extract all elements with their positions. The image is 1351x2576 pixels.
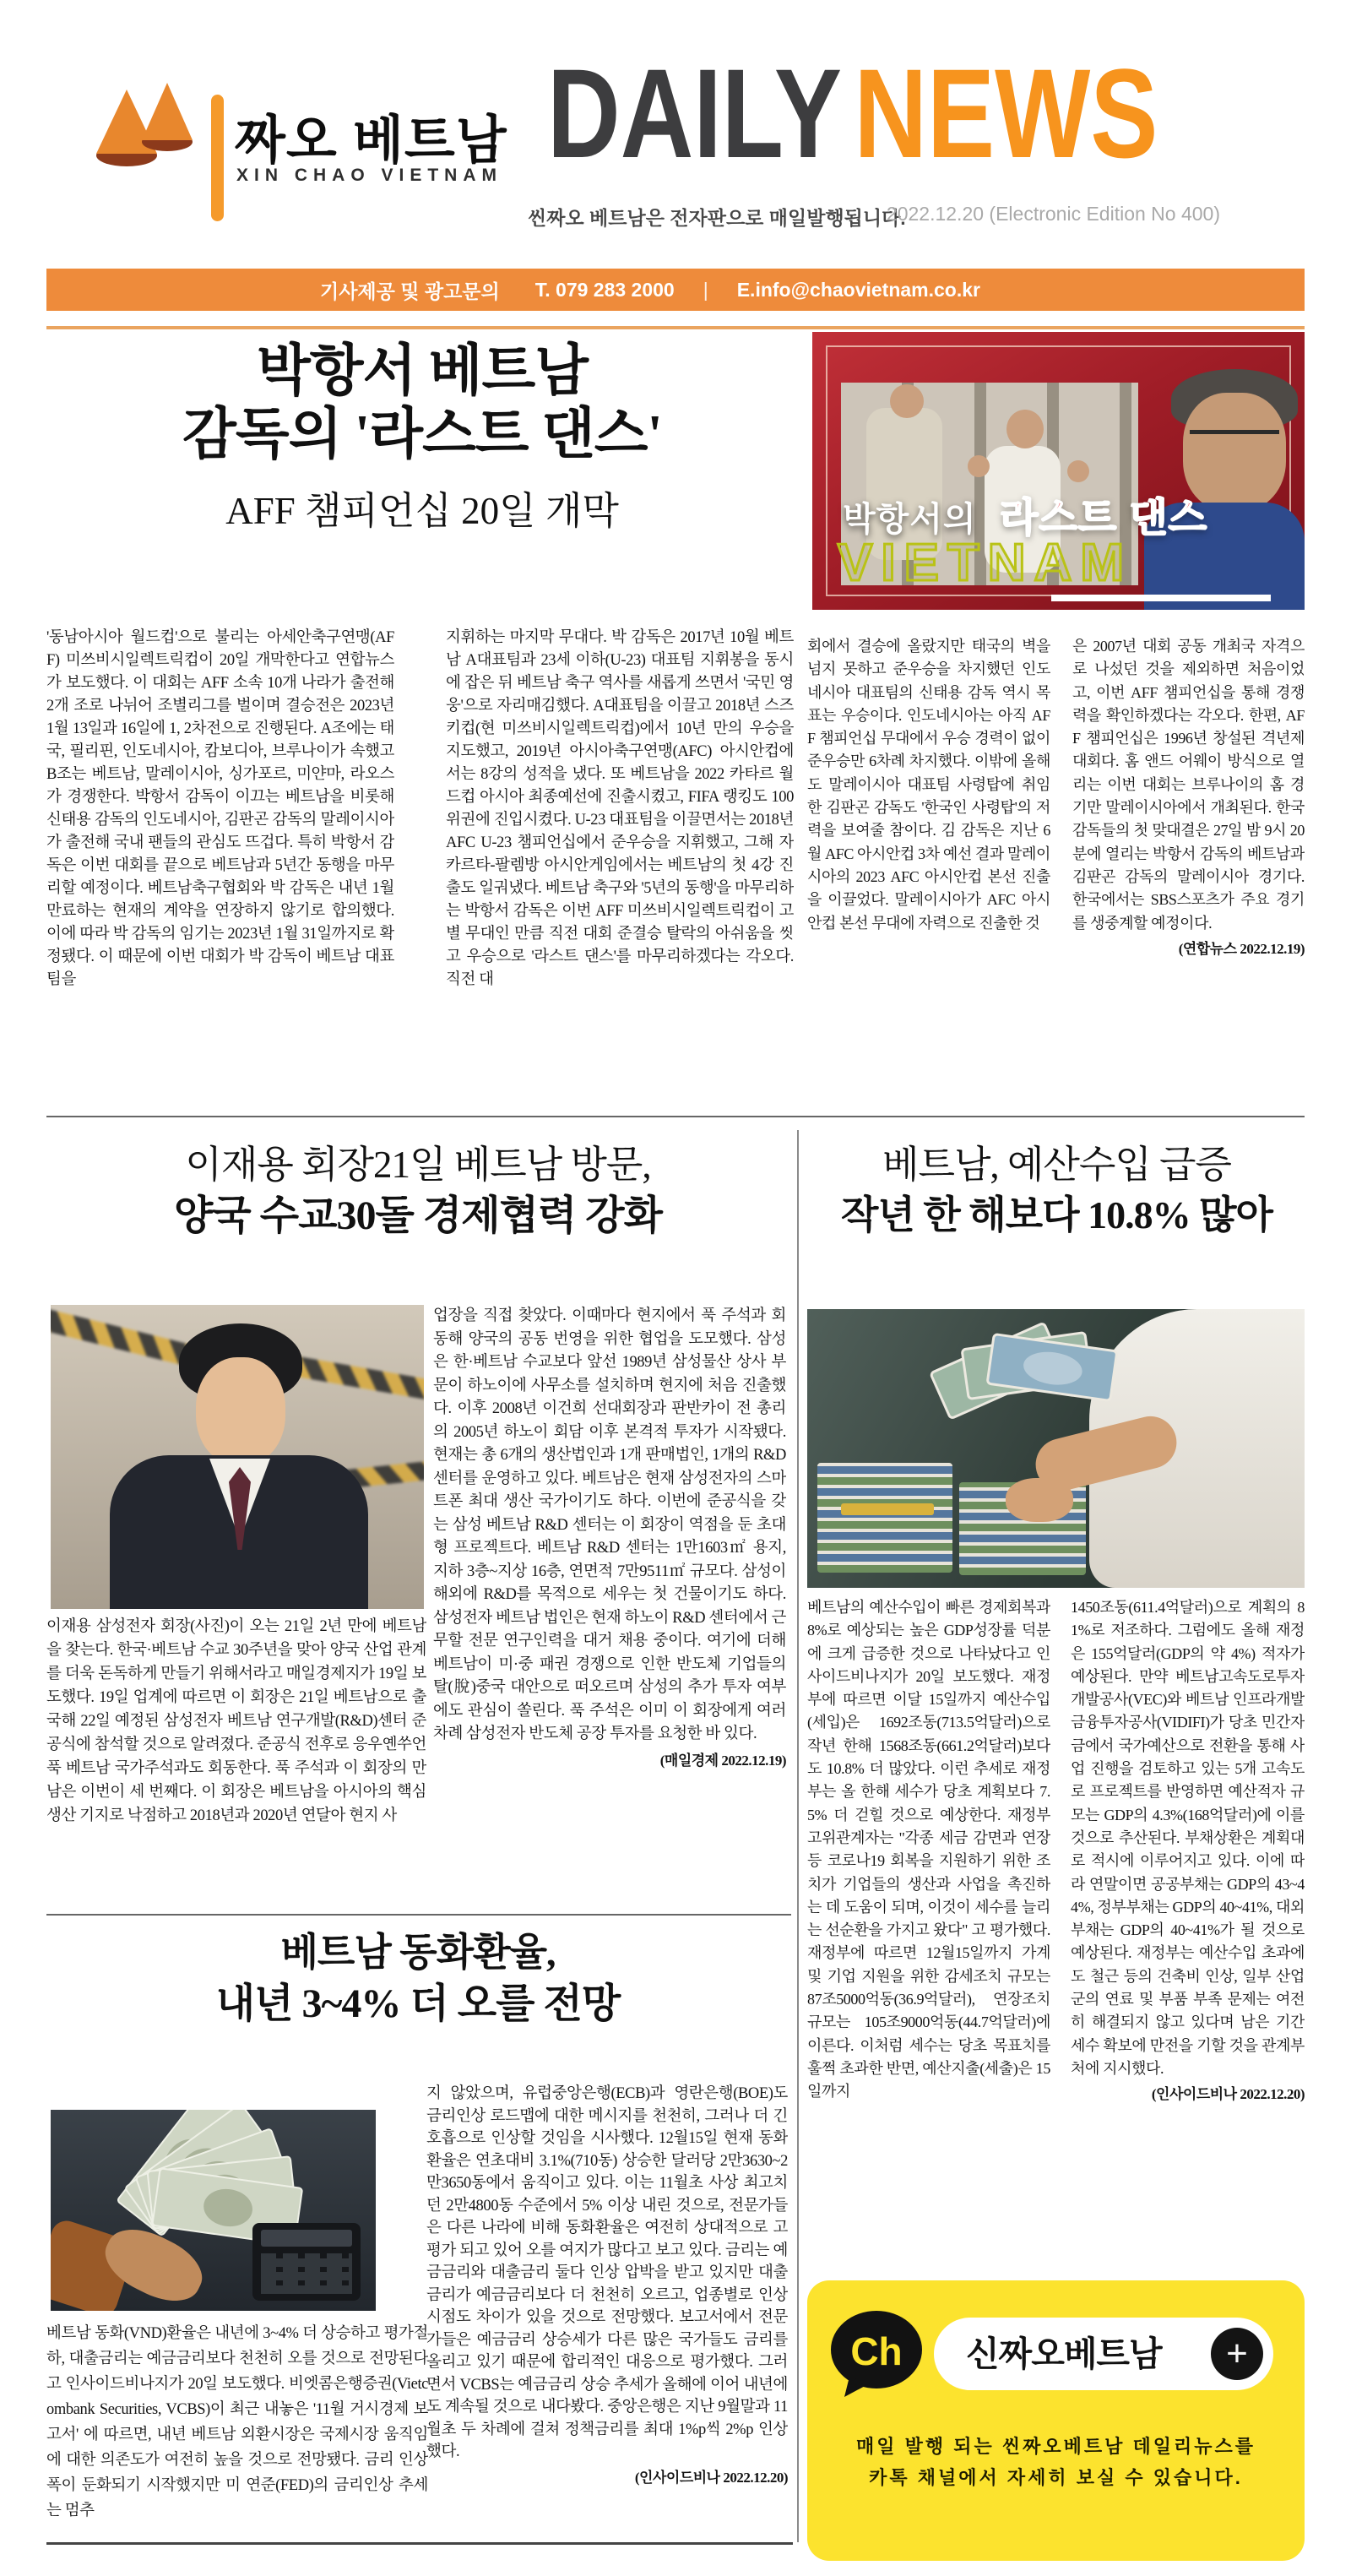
edition-date: 2022.12.20 (Electronic Edition No 400) (886, 203, 1220, 225)
barrier-stripe-shape (296, 1356, 424, 1409)
calculator-keys (261, 2253, 352, 2294)
calculator-screen (261, 2230, 352, 2247)
logo-korean-text: 짜오 베트남 (235, 111, 507, 170)
conical-hats-logo-icon (95, 81, 203, 172)
budget-attribution: (인사이드비나 2022.12.20) (1151, 2086, 1305, 2103)
contact-phone[interactable]: T. 079 283 2000 (534, 278, 675, 301)
aff-body-col2: 지휘하는 마지막 무대다. 박 감독은 2017년 10월 베트남 A대표팀과 23세 이하(U-23) 대표팀 지휘봉을 동시에 잡은 뒤 베트남 축구 역사를 새롭게 쓰면서 '국민 영웅'으로 자리매김했다. A대표팀을 이끌고 2018년 스즈키컵(현 미쓰비시일렉트릭컵)에서 10년 만의 우승을 지도했고, 2019년 아시아축구연맹(AFC) 아시안컵에서는 8강의 성적을 냈다. 또 베트남을 2022 카타르 월드컵 아시아 최종예선에 진출시켰고, FIFA 랭킹도 100위권에 진입시켰다. U-23 대표팀을 이끌면서는 2018년 AFC U-23 챔피언십에서 준우승을 지휘했고, 그해 자카르타-팔렘방 아시안게임에서는 베트남의 첫 4강 진출도 일궈냈다. 베트남 축구와 '5년의 동행'을 마무리하는 박항서 감독은 이번 AFF 미쓰비시일렉트릭컵이 고별 무대인 만큼 직전 대회 준결승 탈락의 아쉬움을 씻고 우승으로 '라스트 댄스'를 마무리하겠다는 각오다. 직전 대 (446, 629, 794, 988)
lee-photo (51, 1305, 424, 1609)
aff-body-col1: '동남아시아 월드컵'으로 불리는 아세안축구연맹(AFF) 미쓰비시일렉트릭컵이 20일 개막한다고 연합뉴스가 보도했다. 이 대회는 AFF 소속 10개 나라가 출전해 2개 조로 나뉘어 조별리그를 벌이며 결승전은 2023년 1월 13일과 16일에 1, 2차전으로 진행된다. A조에는 태국, 필리핀, 인도네시아, 캄보디아, 브루나이가 속했고 B조는 베트남, 말레이시아, 싱가포르, 미얀마, 라오스가 경쟁한다. 박항서 감독이 이끄는 베트남을 비롯해 신태용 감독의 인도네시아, 김판곤 감독의 말레이시아가 출전해 국내 팬들의 관심도 뜨겁다. 특히 박항서 감독은 이번 대회를 끝으로 베트남과 5년간 동행을 마무리할 예정이다. 베트남축구협회와 박 감독은 내년 1월 만료하는 현재의 계약을 연장하지 않기로 합의했다. 이에 따라 박 감독의 임기는 2023년 1월 31일까지로 확정됐다. 이 때문에 이번 대회가 박 감독이 베트남 대표팀을 (46, 629, 394, 988)
svg-text:Ch: Ch (850, 2329, 903, 2373)
fx-body-right-wrap (426, 2083, 788, 2486)
calculator-shape (252, 2223, 361, 2301)
bottom-rule (46, 2542, 793, 2545)
masthead-title (547, 41, 1158, 187)
logo-accent-bar-icon (211, 95, 224, 221)
kakao-channel-icon (827, 2309, 925, 2400)
column-divider (797, 1130, 799, 2542)
photo-caption-lastdance: 라스트 댄스 (1000, 495, 1208, 540)
contact-label: 기사제공 및 광고문의 (320, 280, 500, 302)
lee-headline (51, 1140, 785, 1242)
kakao-channel-name: 신짜오베트남 (966, 2334, 1162, 2373)
logo-english-text: XIN CHAO VIETNAM (236, 166, 503, 185)
glasses-shape (1190, 430, 1279, 443)
banknote-oval (1022, 1348, 1085, 1388)
fx-body-col-right: 지 않았으며, 유럽중앙은행(ECB)과 영란은행(BOE)도 금리인상 로드맵에 대한 메시지를 천천히, 그러나 더 긴 호흡으로 인상할 것임을 시사했다. 12월15일 현재 동화환율은 연초대비 3.1%(710동) 상승한 달러당 2만3630~2만3650동에서 움직이고 있다. 이는 11월초 사상 최고치던 2만4800동 수준에서 5% 이상 내린 것으로, 전문가들은 다른 나라에 비해 동화환율은 여전히 상대적으로 고평가 되고 있어 오를 여지가 많다고 보고 있다. 금리는 예금금리와 대출금리 둘다 인상 압박을 받고 있지만 대출금리가 예금금리보다 더 천천히 오르고, 업종별로 인상 시점도 차이가 있을 것으로 전망했다. 보고서에서 전문가들은 예금금리 상승세가 다른 많은 국가들도 금리를 올리고 있기 때문에 합리적인 대응으로 평가했다. 그러면서 VCBS는 예금금리 상승 추세가 올해에 이어 내년에도 계속될 것으로 내다봤다. 중앙은행은 지난 9월말과 11월초 두 차례에 걸쳐 정책금리를 최대 1%p씩 2%p 인상했다. (426, 2085, 788, 2460)
lee-headline-line1: 이재용 회장21일 베트남 방문, (185, 1144, 651, 1186)
photo-face-shape (196, 1357, 285, 1465)
fx-attribution: (인사이드비나 2022.12.20) (634, 2469, 788, 2486)
budget-body-col2: 1450조동(611.4억달러)으로 계획의 81%로 저조하다. 그럼에도 올해 재정은 155억달러(GDP의 약 4%) 적자가 예상된다. 만약 베트남고속도로투자개발공사(VEC)와 베트남 인프라개발금융투자공사(VIDIFI)가 당초 민간자금에서 국가예산으로 전환을 통해 사업 진행을 검토하고 있는 5개 고속도로 프로젝트를 반영하면 예산적자 규모는 GDP의 4.3%(168억달러)에 이를 것으로 추산된다. 부채상환은 계획대로 적시에 이루어지고 있다. 이에 따라 연말이면 공공부채는 GDP의 43~44%, 정부부채는 GDP의 40~41%, 대외부채는 GDP의 40~41%가 될 것으로 예상된다. 재정부는 예산수입 초과에도 철근 등의 건축비 인상, 일부 산업군의 연료 및 부품 부족 문제는 여전히 해결되지 않고 있다며 남은 기간 세수 확보에 만전을 기할 것을 관계부처에 지시했다. (1071, 1599, 1305, 2077)
masthead-title-news: NEWS (854, 42, 1158, 184)
kakao-caption-line2: 카톡 채널에서 자세히 보실 수 있습니다. (869, 2467, 1243, 2488)
contact-bar (46, 269, 1305, 311)
budget-photo (807, 1309, 1305, 1588)
photo-fist-shape (968, 455, 990, 477)
aff-subhead: AFF 챔피언십 20일 개막 (225, 490, 619, 533)
section-divider (46, 1116, 1305, 1117)
photo-person-head (890, 384, 924, 418)
budget-body-col1: 베트남의 예산수입이 빠른 경제회복과 8%로 예상되는 높은 GDP성장률 덕분에 크게 급증한 것으로 나타났다고 인사이드비나지가 20일 보도했다. 재정부에 따르면 이달 15일까지 예산수입(세입)은 1692조동(713.5억달러)으로 작년 한해 1568조동(661.2억달러)보다도 10.8% 더 많았다. 이런 추세로 재정부는 올 한해 세수가 당초 계획보다 7.5% 더 걷힐 것으로 예상한다. 재정부 고위관계자는 "각종 세금 감면과 연장 등 코로나19 회복을 지원하기 위한 조치가 기업들의 생산과 사업을 촉진하는 데 도움이 되며, 이것이 세수를 늘리는 선순환을 가지고 왔다" 고 평가했다. 재정부에 따르면 12월15일까지 가계 및 기업 지원을 위한 감세조치 규모는 87조5000억동(36.9억달러), 연장조치 규모는 105조9000억동(44.7억달러)에 이른다. 이처럼 세수는 당초 목표치를 훌쩍 초과한 반면, 예산지출(세출)은 15일까지 (807, 1599, 1050, 2100)
lee-body-col-right: 업장을 직접 찾았다. 이때마다 현지에서 푹 주석과 회동해 양국의 공동 번영을 위한 협업을 도모했다. 삼성은 한·베트남 수교보다 앞선 1989년 삼성물산 상사 부문이 하노이에 사무소를 설치하며 현지에 처음 진출했다. 이후 2008년 이건희 선대회장과 판반카이 전 총리의 2005년 하노이 회담 이후 본격적 투자가 시작됐다. 현재는 총 6개의 생산법인과 1개 판매법인, 1개의 R&D 센터를 운영하고 있다. 베트남은 현재 삼성전자의 스마트폰 최대 생산 국가이기도 하다. 이번에 준공식을 갖는 삼성 베트남 R&D 센터는 이 회장이 역점을 둔 초대형 프로젝트다. 베트남 R&D 센터는 1만1603㎡ 용지, 지하 3층~지상 16층, 연면적 7만9511㎡ 규모다. 삼성이 해외에 R&D를 목적으로 세우는 첫 건물이기도 하다. 삼성전자 베트남 법인은 현재 하노이 R&D 센터에서 근무할 전문 연구인력을 대거 채용 중이다. 여기에 더해 베트남이 미·중 패권 경쟁으로 인한 반도체 기업들의 탈(脫)중국 대안으로 떠오르며 삼성의 추가 투자 여부에도 관심이 쏠린다. 푹 주석은 이미 이 회장에게 여러 차례 삼성전자 반도체 공장 투자를 요청한 바 있다. (433, 1307, 786, 1742)
photo-white-strip (1051, 595, 1271, 601)
aff-photo (812, 332, 1305, 610)
photo-person-head (1006, 410, 1044, 448)
kakao-caption-line1: 매일 발행 되는 씬짜오베트남 데일리뉴스를 (856, 2436, 1256, 2457)
kakao-caption (807, 2431, 1305, 2493)
money-stack-shape (817, 1463, 952, 1573)
banknote-oval (201, 2186, 255, 2230)
fx-photo (51, 2110, 376, 2311)
photo-hand-shape (1006, 1478, 1073, 1522)
budget-body-col2-wrap (1071, 1596, 1305, 2103)
kakao-channel-pill[interactable] (934, 2318, 1273, 2390)
aff-headline-line1: 박항서 베트남 (256, 340, 589, 402)
contact-divider: | (703, 278, 708, 301)
photo-caption-vietnam: VIETNAM (838, 534, 1132, 592)
contact-email[interactable]: E.info@chaovietnam.co.kr (736, 278, 980, 301)
fx-headline-line1: 베트남 동화환율, (280, 1931, 556, 1974)
aff-body-col4: 은 2007년 대회 공동 개최국 자격으로 나섰던 것을 제외하면 처음이었고, 이번 AFF 챔피언십을 통해 경쟁력을 확인하겠다는 각오다. 한편, AFF 챔피언십은 1996년 창설된 격년제 대회다. 홈 앤드 어웨이 방식으로 열리는 이번 대회는 브루나이의 홈 경기만 말레이시아에서 개최된다. 한국 감독들의 첫 맞대결은 27일 밤 9시 20분에 열리는 박항서 감독의 베트남과 김판곤 감독의 말레이시아 경기다. 한국에서는 SBS스포츠가 주요 경기를 생중계할 예정이다. (1072, 638, 1305, 932)
aff-headline-line2: 감독의 '라스트 댄스' (182, 404, 662, 466)
budget-headline (809, 1140, 1305, 1240)
masthead-tagline: 씬짜오 베트남은 전자판으로 매일발행됩니다. (528, 207, 906, 229)
fx-headline (51, 1927, 785, 2030)
lee-body-col-bottom: 이재용 삼성전자 회장(사진)이 오는 21일 2년 만에 베트남을 찾는다. 한국·베트남 수교 30주년을 맞아 양국 산업 관계를 더욱 돈독하게 만들기 위해서라고 매일경제지가 19일 보도했다. 19일 업계에 따르면 이 회장은 21일 베트남으로 출국해 22일 예정된 삼성전자 베트남 연구개발(R&D)센터 준공식에 참석할 것으로 알려졌다. 준공식 전후로 응우옌쑤언푹 베트남 국가주석과도 회동한다. 푹 주석과 이 회장의 만남은 이번이 세 번째다. 이 회장은 베트남을 아시아의 핵심 생산 기지로 낙점하고 2018년과 2020년 연달아 현지 사 (46, 1618, 426, 1824)
photo-caption-name: 박항서의 (843, 501, 977, 538)
aff-headline (63, 340, 781, 535)
kakao-add-button[interactable]: + (1211, 2328, 1263, 2380)
fx-body-col-bottom: 베트남 동화(VND)환율은 내년에 3~4% 더 상승하고 평가절하, 대출금리는 예금금리보다 천천히 오를 것으로 전망된다고 인사이드비나지가 20일 보도했다. 비엣콤은행증권(Vietcombank Securities, VCBS)이 최근 내놓은 '11월 거시경제 보고서' 에 따르면, 내년 베트남 외환시장은 국제시장 움직임에 대한 의존도가 여전히 높을 것으로 전망됐다. 금리 인상폭이 둔화되기 시작했지만 미 연준(FED)의 금리인상 추세는 멈추 (46, 2325, 428, 2519)
aff-body-col4-wrap (1072, 635, 1305, 958)
aff-attribution: (연합뉴스 2022.12.19) (1178, 940, 1305, 957)
photo-fist-shape (1067, 460, 1089, 482)
aff-body-col3: 회에서 결승에 올랐지만 태국의 벽을 넘지 못하고 준우승을 차지했던 인도네시아 대표팀의 신태용 감독 역시 목표는 우승이다. 인도네시아는 아직 AFF 챔피언십 무대에서 우승 경력이 없이 준우승만 6차례 차지했다. 이밖에 올해도 말레이시아 대표팀 사령탑에 취임한 김판곤 감독도 '한국인 사령탑'의 저력을 보여줄 참이다. 김 감독은 지난 6월 AFC 아시안컵 3차 예선 결과 말레이시아의 2023 AFC 아시안컵 본선 진출을 이끌었다. 말레이시아가 AFC 아시안컵 본선 무대에 자력으로 진출한 것 (807, 638, 1050, 932)
header-divider (46, 326, 1305, 329)
money-band-shape (841, 1503, 934, 1515)
masthead-title-daily: DAILY (547, 42, 842, 184)
kakao-channel-banner (807, 2280, 1305, 2561)
fx-headline-line2: 내년 3~4% 더 오를 전망 (215, 1981, 621, 2026)
budget-headline-line1: 베트남, 예산수입 급증 (882, 1144, 1231, 1186)
lee-headline-line2: 양국 수교30돌 경제협력 강화 (173, 1193, 663, 1238)
section-divider (46, 1914, 791, 1916)
budget-headline-line2: 작년 한 해보다 10.8% 많아 (841, 1193, 1272, 1236)
lee-body-right-wrap (433, 1305, 786, 1769)
lee-attribution: (매일경제 2022.12.19) (659, 1752, 786, 1769)
